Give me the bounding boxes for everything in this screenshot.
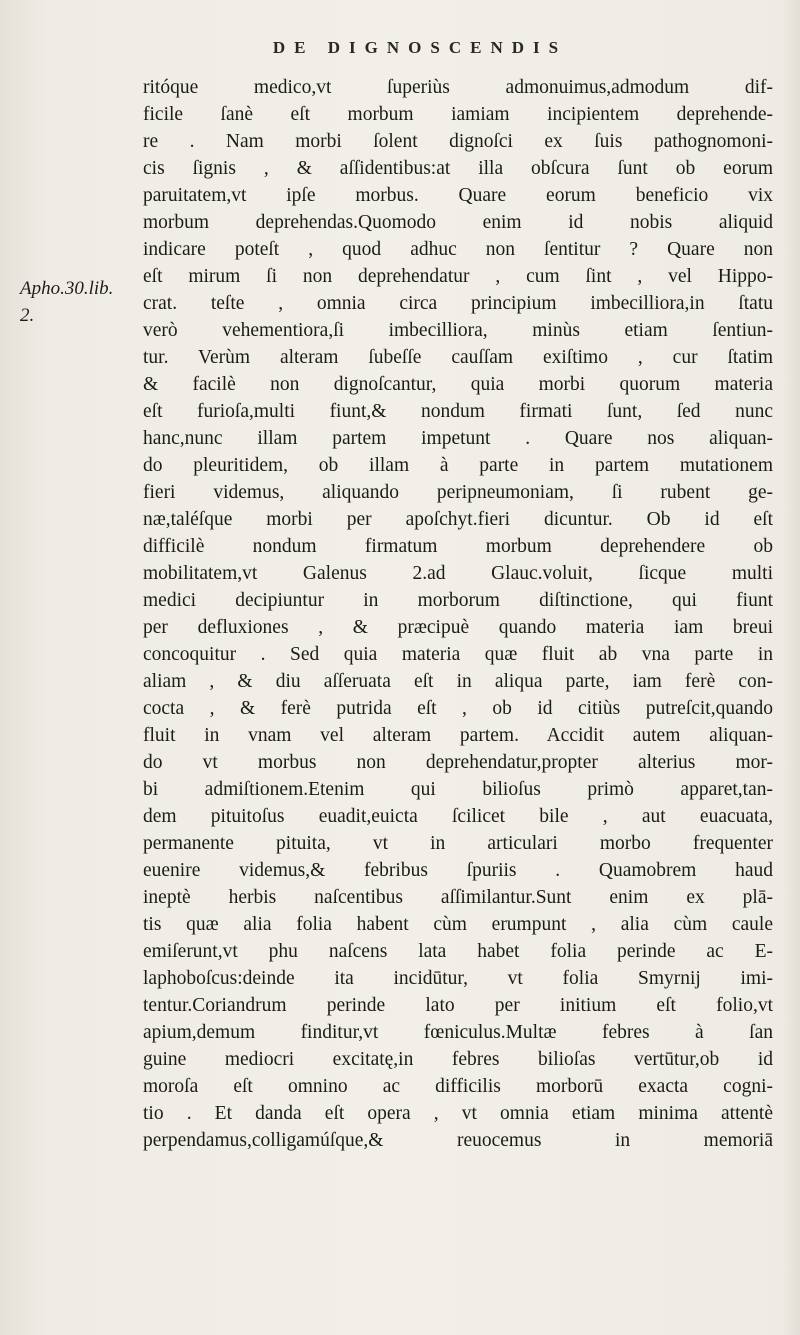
- text-line: tis quæ alia folia habent cùm erumpunt , alia cùm caule: [143, 914, 773, 935]
- text-line: euenire videmus,& febribus ſpuriis . Quamobrem haud: [143, 860, 773, 881]
- text-line: hanc,nunc illam partem impetunt . Quare nos aliquan-: [143, 428, 773, 449]
- text-line: indicare poteſt , quod adhuc non ſentitur ? Quare non: [143, 239, 773, 260]
- text-line: crat. teſte , omnia circa principium imbecilliora,in ſtatu: [143, 293, 773, 314]
- text-line: concoquitur . Sed quia materia quæ fluit ab vna parte in: [143, 644, 773, 665]
- text-line: do pleuritidem, ob illam à parte in partem mutationem: [143, 455, 773, 476]
- text-line: tio . Et danda eſt opera , vt omnia etiam minima attentè: [143, 1103, 773, 1124]
- text-line: eſt furioſa,multi fiunt,& nondum firmati ſunt, ſed nunc: [143, 401, 773, 422]
- running-head: [0, 38, 800, 58]
- text-line: morbum deprehendas.Quomodo enim id nobis aliquid: [143, 212, 773, 233]
- text-line: tentur.Coriandrum perinde lato per initium eſt folio,vt: [143, 995, 773, 1016]
- text-line: apium,demum finditur,vt fœniculus.Multæ febres à ſan: [143, 1022, 773, 1043]
- text-line: mobilitatem,vt Galenus 2.ad Glauc.voluit, ſicque multi: [143, 563, 773, 584]
- text-line: dem pituitoſus euadit,euicta ſcilicet bile , aut euacuata,: [143, 806, 773, 827]
- text-line: paruitatem,vt ipſe morbus. Quare eorum beneficio vix: [143, 185, 773, 206]
- running-head-text: DE DIGNOSCENDIS: [272, 38, 568, 57]
- text-line: fieri videmus, aliquando peripneumoniam, ſi rubent ge-: [143, 482, 773, 503]
- text-line: verò vehementiora,ſi imbecilliora, minùs etiam ſentiun-: [143, 320, 773, 341]
- text-line: moroſa eſt omnino ac difficilis morborū exacta cogni-: [143, 1076, 773, 1097]
- text-line: fluit in vnam vel alteram partem. Accidit autem aliquan-: [143, 725, 773, 746]
- page-edge-shadow: [782, 0, 800, 1335]
- text-line: bi admiſtionem.Etenim qui bilioſus primò apparet,tan-: [143, 779, 773, 800]
- body-text: [143, 74, 773, 1154]
- text-line: næ,taléſque morbi per apoſchyt.fieri dicuntur. Ob id eſt: [143, 509, 773, 530]
- text-line: do vt morbus non deprehendatur,propter alterius mor-: [143, 752, 773, 773]
- text-line: perpendamus,colligamúſque,& reuocemus in memoriā: [143, 1130, 773, 1151]
- text-line: ritóque medico,vt ſuperiùs admonuimus,admodum dif-: [143, 77, 773, 98]
- text-line: emiſerunt,vt phu naſcens lata habet folia perinde ac E-: [143, 941, 773, 962]
- margin-note-line: 2.: [20, 305, 35, 326]
- text-line: medici decipiuntur in morborum diſtinctione, qui fiunt: [143, 590, 773, 611]
- text-line: difficilè nondum firmatum morbum deprehendere ob: [143, 536, 773, 557]
- text-line: re . Nam morbi ſolent dignoſci ex ſuis pathognomoni-: [143, 131, 773, 152]
- text-line: eſt mirum ſi non deprehendatur , cum ſint , vel Hippo-: [143, 266, 773, 287]
- text-line: tur. Verùm alteram ſubeſſe cauſſam exiſtimo , cur ſtatim: [143, 347, 773, 368]
- text-line: cocta , & ferè putrida eſt , ob id citiùs putreſcit,quando: [143, 698, 773, 719]
- text-line: guine mediocri excitatę,in febres bilioſas vertūtur,ob id: [143, 1049, 773, 1070]
- text-line: permanente pituita, vt in articulari morbo frequenter: [143, 833, 773, 854]
- text-line: per defluxiones , & præcipuè quando materia iam breui: [143, 617, 773, 638]
- text-line: laphoboſcus:deinde ita incidūtur, vt folia Smyrnij imi-: [143, 968, 773, 989]
- text-line: aliam , & diu aſſeruata eſt in aliqua parte, iam ferè con-: [143, 671, 773, 692]
- text-line: ficile ſanè eſt morbum iamiam incipientem deprehende-: [143, 104, 773, 125]
- margin-note-line: Apho.30.lib.: [20, 278, 114, 299]
- text-line: & facilè non dignoſcantur, quia morbi quorum materia: [143, 374, 773, 395]
- text-line: cis ſignis , & aſſidentibus:at illa obſcura ſunt ob eorum: [143, 158, 773, 179]
- margin-note: [20, 275, 114, 329]
- text-line: ineptè herbis naſcentibus aſſimilantur.Sunt enim ex plā-: [143, 887, 773, 908]
